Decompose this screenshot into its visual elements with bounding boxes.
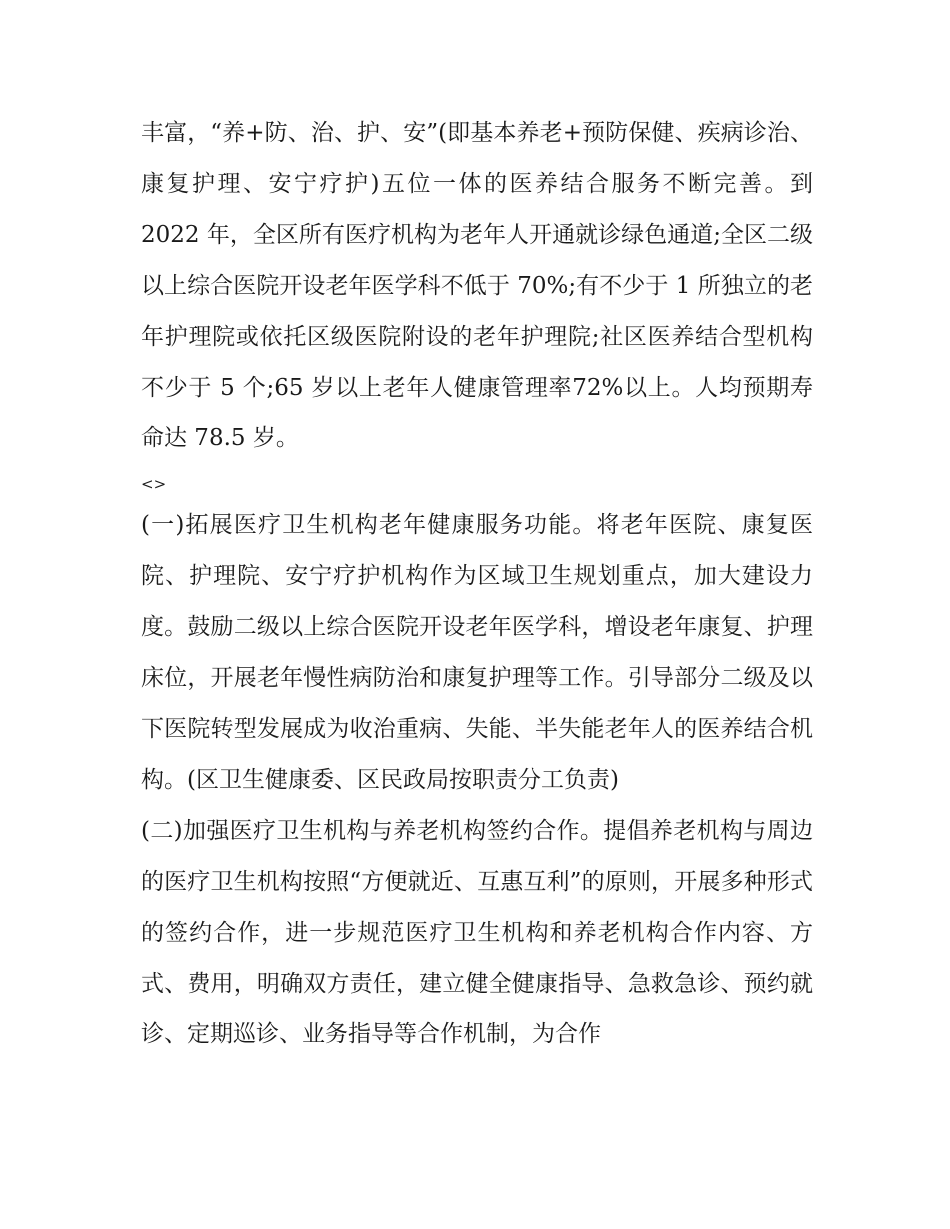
- section-marker: <>: [141, 475, 167, 494]
- document-body: [141, 108, 813, 1060]
- paragraph-item-1: (一)拓展医疗卫生机构老年健康服务功能。将老年医院、康复医院、护理院、安宁疗护机构作为区域卫生规划重点，加大建设力度。鼓励二级以上综合医院开设老年医学科，增设老年康复、护理床位，开展老年慢性病防治和康复护理等工作。引导部分二级及以下医院转型发展成为收治重病、失能、半失能老年人的医养结合机构。(区卫生健康委、区民政局按职责分工负责): [141, 512, 813, 793]
- paragraph-item-2: (二)加强医疗卫生机构与养老机构签约合作。提倡养老机构与周边的医疗卫生机构按照“方便就近、互惠互利”的原则，开展多种形式的签约合作，进一步规范医疗卫生机构和养老机构合作内容、方式、费用，明确双方责任，建立健全健康指导、急救急诊、预约就诊、定期巡诊、业务指导等合作机制，为合作: [141, 817, 813, 1048]
- paragraph-summary: 丰富，“养+防、治、护、安”(即基本养老+预防保健、疾病诊治、康复护理、安宁疗护)五位一体的医养结合服务不断完善。到 2022 年，全区所有医疗机构为老年人开通就诊绿色通道;全区二级以上综合医院开设老年医学科不低于 70%;有不少于 1 所独立的老年护理院或依托区级医院附设的老年护理院;社区医养结合型机构不少于 5 个;65 岁以上老年人健康管理率72%以上。人均预期寿命达 78.5 岁。: [141, 120, 813, 452]
